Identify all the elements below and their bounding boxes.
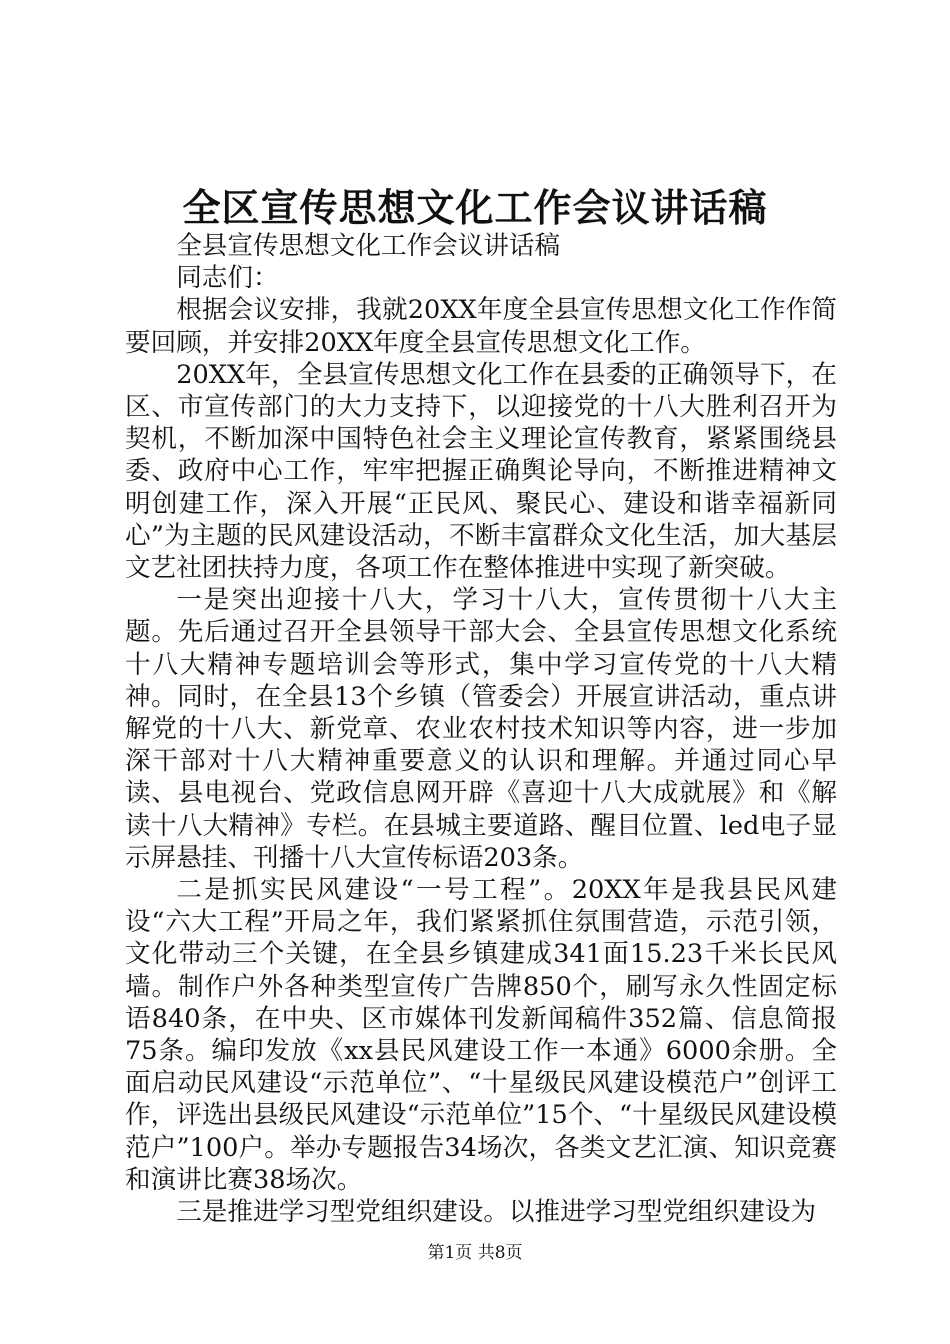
paragraph: 二是抓实民风建设“一号工程”。20XX年是我县民风建设“六大工程”开局之年，我们紧紧抓住氛围营造，示范引领，文化带动三个关键，在全县乡镇建成341面15.23千米长民风墙。制作户外各种类型宣传广告牌850个，刷写永久性固定标语840条，在中央、区市媒体刊发新闻稿件352篇、信息简报75条。编印发放《xx县民风建设工作一本通》6000余册。全面启动民风建设“示范单位”、“十星级民风建设模范户”创评工作，评选出县级民风建设“示范单位”15个、“十星级民风建设模范户”100户。举办专题报告34场次，各类文艺汇演、知识竞赛和演讲比赛38场次。 xyxy=(125,875,837,1195)
paragraph: 根据会议安排，我就20XX年度全县宣传思想文化工作作简要回顾，并安排20XX年度全县宣传思想文化工作。 xyxy=(125,295,837,358)
document-title: 全区宣传思想文化工作会议讲话稿 xyxy=(182,185,768,230)
paragraph-subtitle: 全县宣传思想文化工作会议讲话稿 xyxy=(176,231,561,261)
paragraph: 20XX年，全县宣传思想文化工作在县委的正确领导下，在区、市宣传部门的大力支持下，以迎接党的十八大胜利召开为契机，不断加深中国特色社会主义理论宣传教育，紧紧围绕县委、政府中心工作，牢牢把握正确舆论导向，不断推进精神文明创建工作，深入开展“正民风、聚民心、建设和谐幸福新同心”为主题的民风建设活动，不断丰富群众文化生活，加大基层文艺社团扶持力度，各项工作在整体推进中实现了新突破。 xyxy=(125,359,837,584)
paragraph-salutation: 同志们： xyxy=(176,263,279,294)
paragraph: 三是推进学习型党组织建设。以推进学习型党组织建设为 xyxy=(176,1197,817,1228)
paragraph: 一是突出迎接十八大，学习十八大，宣传贯彻十八大主题。先后通过召开全县领导干部大会、全县宣传思想文化系统十八大精神专题培训会等形式，集中学习宣传党的十八大精神。同时，在全县13个乡镇（管委会）开展宣讲活动，重点讲解党的十八大、新党章、农业农村技术知识等内容，进一步加深干部对十八大精神重要意义的认识和理解。并通过同心早读、县电视台、党政信息网开辟《喜迎十八大成就展》和《解读十八大精神》专栏。在县城主要道路、醒目位置、led电子显示屏悬挂、刊播十八大宣传标语203条。 xyxy=(125,585,837,873)
page-number-footer: 第1页 共8页 xyxy=(427,1243,523,1263)
document-body xyxy=(125,230,837,1228)
